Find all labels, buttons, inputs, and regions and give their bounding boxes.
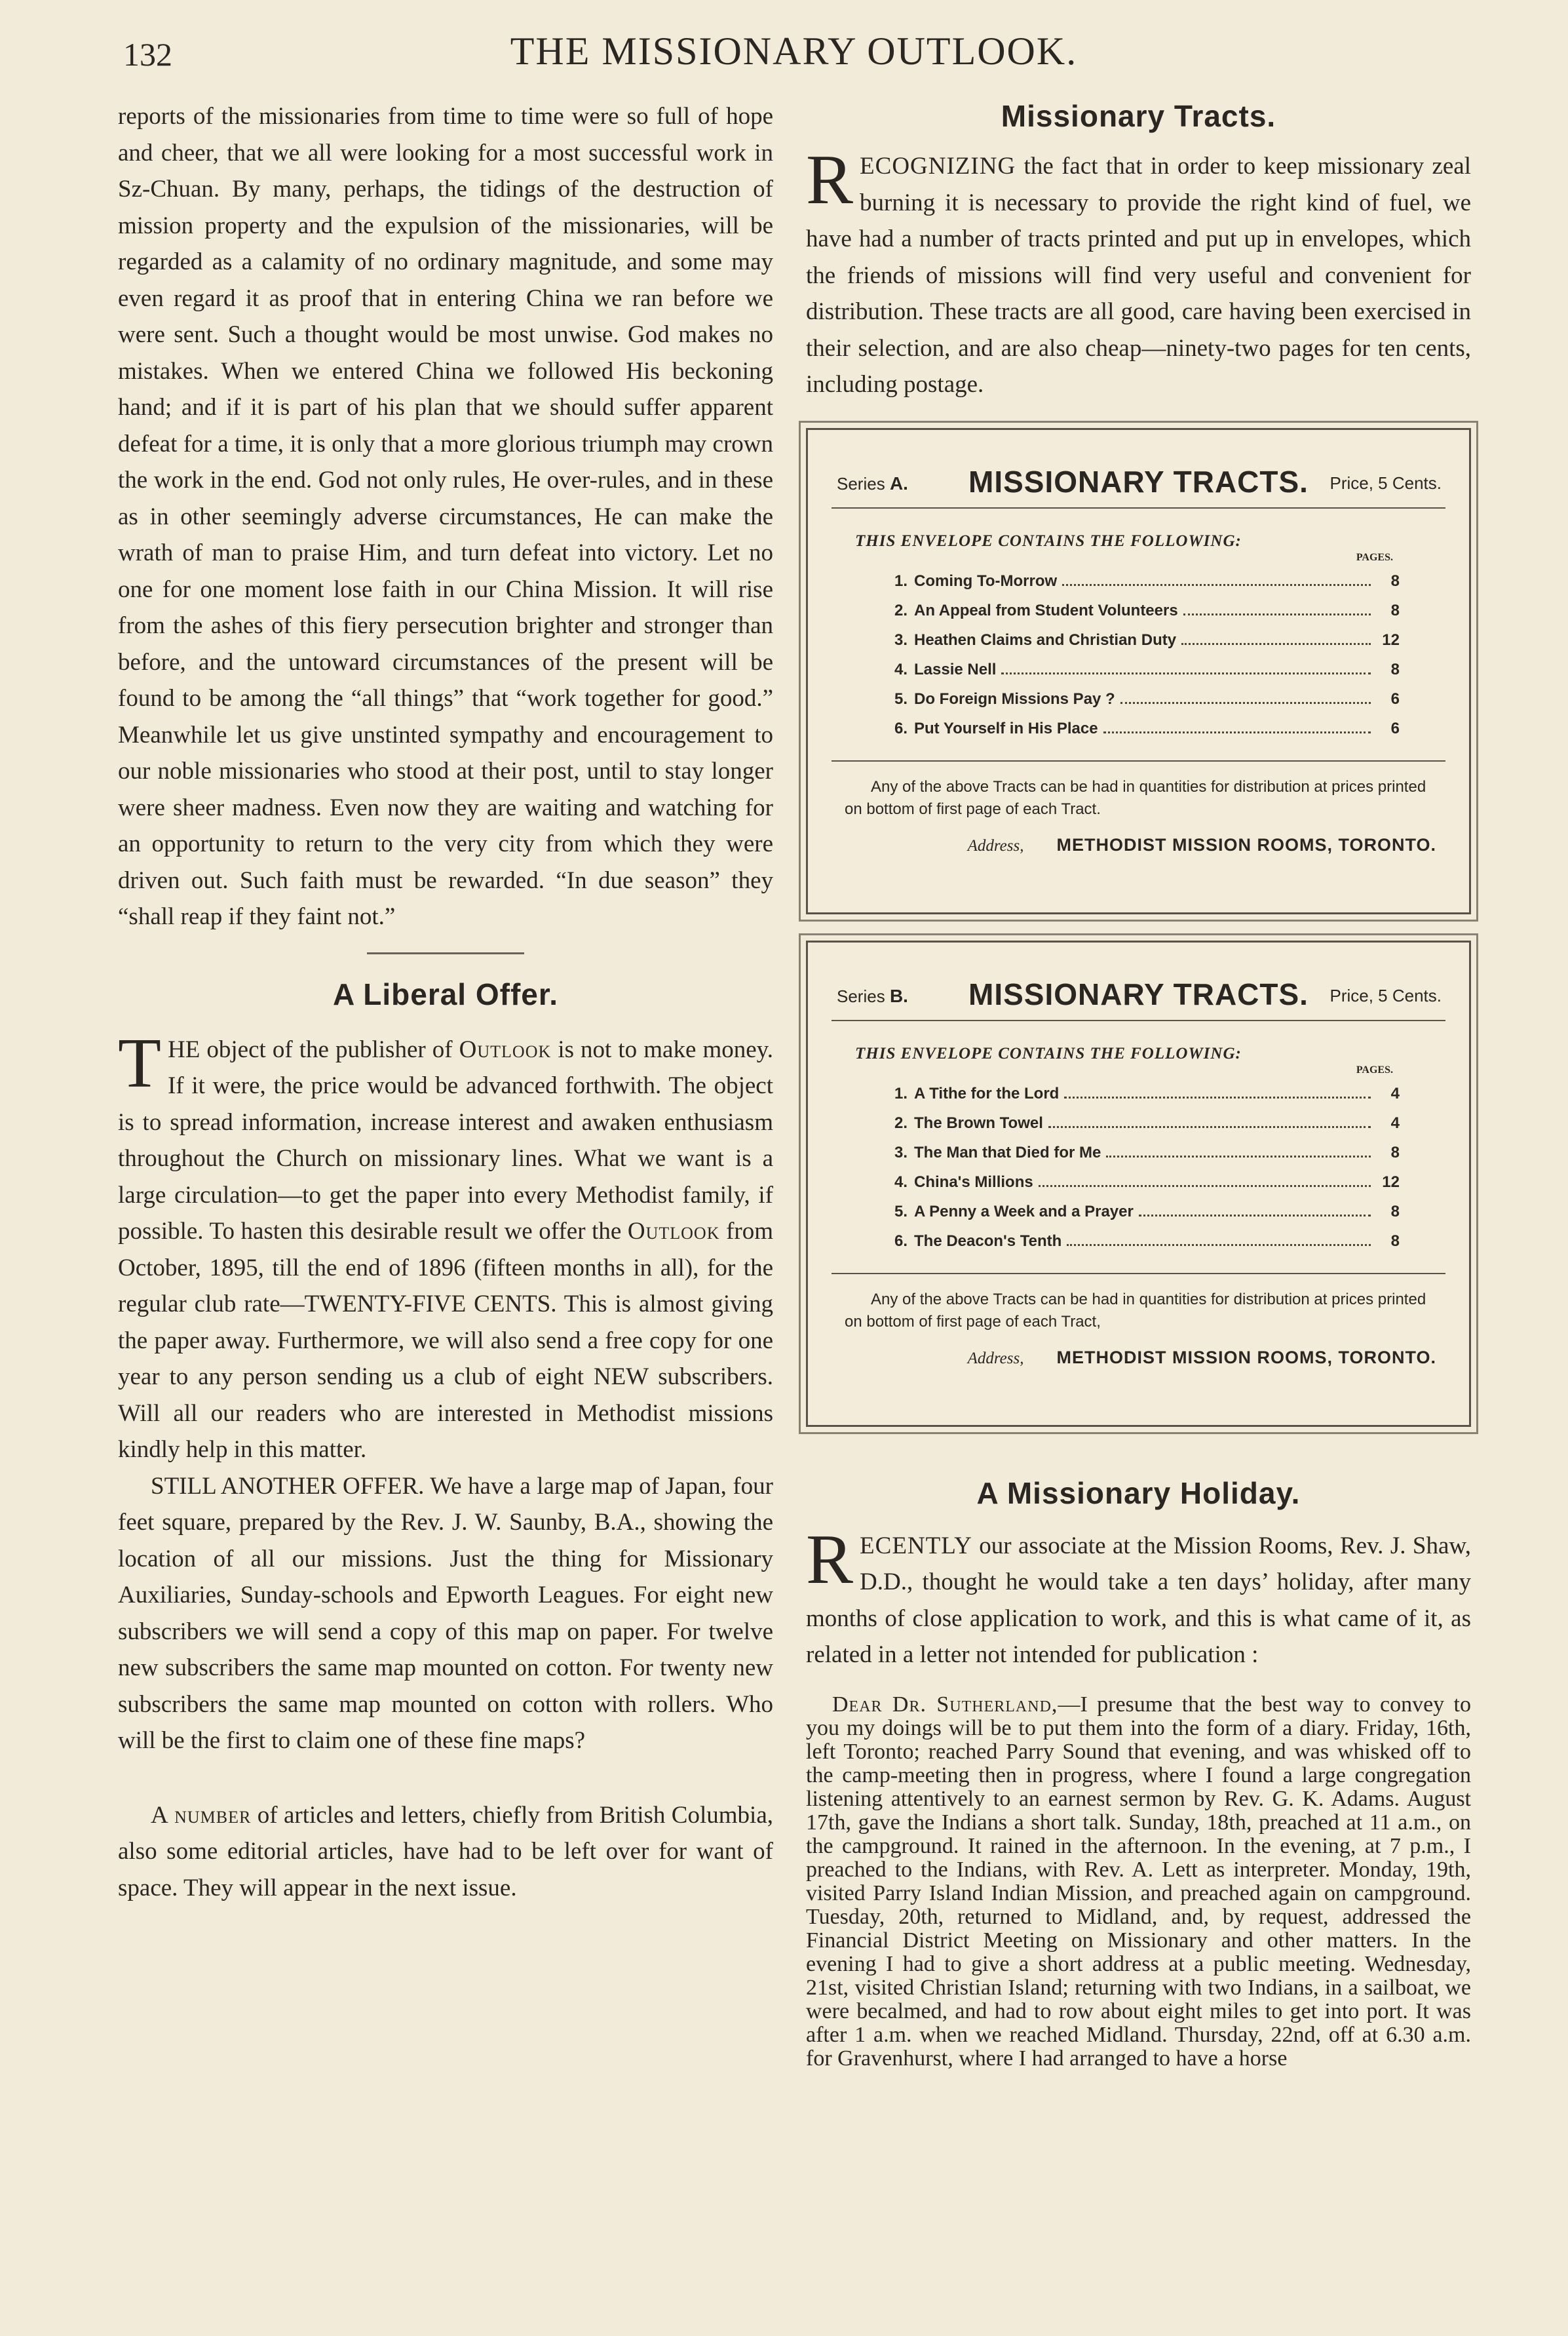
tract-price: Price, 5 Cents. (1329, 473, 1442, 493)
right-column (806, 98, 1471, 2071)
tract-item: 1. A Tithe for the Lord 4 (894, 1084, 1400, 1102)
liberal-offer-paragraph: THE object of the publisher of Outlook is not to make money. If it were, the price would be advanced forthwith. The object is to spread information, increase interest and awaken enthusiasm throughout the Church on missionary lines. What we want is a large circulation—to get the paper into every Methodist family, if possible. To hasten this desirable result we offer the Outlook from October, 1895, till the end of 1896 (fifteen months in all), for the regular club rate—TWENTY-FIVE CENTS. This is almost giving the paper away. Furthermore, we will also send a free copy for one year to any person sending us a club of eight NEW subscribers. Will all our readers who are interested in Methodist missions kindly help in this matter. (118, 1024, 773, 1463)
tract-box-title: MISSIONARY TRACTS. (968, 464, 1309, 499)
series-label: Series A. (837, 473, 908, 494)
tract-list (894, 566, 1400, 743)
tract-box-series-a (806, 428, 1471, 914)
tract-item: 3. Heathen Claims and Christian Duty 12 (894, 631, 1400, 649)
tract-address: Address, METHODIST MISSION ROOMS, TORONTO. (967, 1347, 1436, 1367)
tract-item: 2. An Appeal from Student Volunteers 8 (894, 601, 1400, 619)
tract-box-series-b (806, 941, 1471, 1427)
envelope-contains-label: THIS ENVELOPE CONTAINS THE FOLLOWING: (855, 1044, 1242, 1062)
rule (832, 760, 1445, 762)
tract-item: 5. A Penny a Week and a Prayer 8 (894, 1202, 1400, 1220)
tract-item: 3. The Man that Died for Me 8 (894, 1143, 1400, 1161)
missions-continued-paragraph: reports of the missionaries from time to time were so full of hope and cheer, that we all were looking for a most successful work in Sz-Chuan. By many, perhaps, the tidings of the destruction of mission property and the expulsion of the missionaries, will be regarded as a calamity of no ordinary magnitude, and some may even regard it as proof that in entering China we ran before we were sent. Such a thought would be most unwise. God makes no mistakes. When we entered China we followed His beckoning hand; and if it is part of his plan that we should suffer apparent defeat for a time, it is only that a more glorious triumph may crown the work in the end. God not only rules, He over-rules, and in these as in other seemingly adverse circumstances, He can make the wrath of man to praise Him, and turn defeat into victory. Let no one for one moment lose faith in our China Mission. It will rise from the ashes of this fiery persecution brighter and stronger than before, and the untoward circumstances of the present will be found to be among the “all things” that “work together for good.” Meanwhile let us give unstinted sympathy and encouragement to our noble missionaries who stood at their post, until to stay longer were sheer madness. Even now they are waiting and watching for an opportunity to return to the very city from which they were driven out. Such faith must be rewarded. “In due season” they “shall reap if they faint not.” (118, 103, 773, 930)
tract-note: Any of the above Tracts can be had in quantities for distribution at prices printed on bottom of first page of each Tract, (845, 1290, 1426, 1331)
tract-box-title: MISSIONARY TRACTS. (968, 977, 1309, 1011)
pages-column-header: PAGES. (1356, 1064, 1393, 1076)
missionary-holiday-title: A Missionary Holiday. (976, 1475, 1301, 1510)
dropcap-letter: T (118, 1024, 161, 1102)
tract-item: 2. The Brown Towel 4 (894, 1114, 1400, 1132)
map-offer-paragraph: STILL ANOTHER OFFER. We have a large map of Japan, four feet square, prepared by the Rev. J. W. Saunby, B.A., showing the location of all our missions. Just the thing for Missionary Auxiliaries, Sunday-schools and Epworth Leagues. For eight new subscribers we will send a copy of this map on paper. For twelve new subscribers the same map mounted on cotton. For twenty new subscribers the same map mounted on cotton with rollers. Who will be the first to claim one of these fine maps? (118, 1472, 773, 1754)
rule (832, 1273, 1445, 1274)
pages-column-header: PAGES. (1356, 551, 1393, 563)
dropcap-letter: R (806, 1520, 854, 1599)
tract-item: 5. Do Foreign Missions Pay ? 6 (894, 690, 1400, 708)
tract-box-header (832, 967, 1445, 1020)
dropcap-letter: R (806, 141, 854, 219)
section-divider (367, 952, 524, 954)
tract-box-header (832, 455, 1445, 507)
map-offer-lead: STILL ANOTHER OFFER. (151, 1472, 425, 1500)
tract-list (894, 1079, 1400, 1256)
tract-item: 4. China's Millions 12 (894, 1173, 1400, 1191)
page-header (118, 26, 1470, 79)
rule (832, 507, 1445, 509)
page-number: 132 (123, 36, 172, 73)
left-column (118, 98, 773, 1906)
holiday-intro-paragraph: RECENTLY our associate at the Mission Rooms, Rev. J. Shaw, D.D., thought he would take a ten days’ holiday, after many months of close application to work, and this is what came of it, as related in a letter not intended for publication : (806, 1520, 1471, 1668)
tract-address: Address, METHODIST MISSION ROOMS, TORONTO. (967, 834, 1436, 855)
tract-item: 6. The Deacon's Tenth 8 (894, 1232, 1400, 1250)
tract-item: 1. Coming To-Morrow 8 (894, 572, 1400, 590)
tract-note: Any of the above Tracts can be had in quantities for distribution at prices printed on bottom of first page of each Tract. (845, 777, 1426, 818)
liberal-offer-title: A Liberal Offer. (332, 977, 559, 1011)
tracts-intro-paragraph: RECOGNIZING the fact that in order to keep missionary zeal burning it is necessary to provide the right kind of fuel, we have had a number of tracts printed and put up in envelopes, which the friends of missions will find very useful and convenient for distribution. These tracts are all good, care having been exercised in their selection, and are also cheap—ninety-two pages for ten cents, including postage. (806, 141, 1471, 398)
notice-lead: A number (151, 1801, 252, 1829)
letter-salutation: Dear Dr. Sutherland, (832, 1692, 1058, 1717)
rule (832, 1020, 1445, 1021)
missionary-tracts-title: Missionary Tracts. (1001, 99, 1276, 133)
tract-price: Price, 5 Cents. (1329, 985, 1442, 1005)
holiday-letter: Dear Dr. Sutherland,—I presume that the best way to convey to you my doings will be to put them into the form of a diary. Friday, 16th, left Toronto; reached Parry Sound that evening, and was whisked off to the camp-meeting then in progress, where I found a large congregation listening attentively to an earnest sermon by Rev. G. K. Adams. August 17th, gave the Indians a short talk. Sunday, 18th, preached at 11 a.m., on the campground. It rained in the afternoon. In the evening, at 7 p.m., I preached to the Indians, with Rev. A. Lett as interpreter. Monday, 19th, visited Parry Island Indian Mission, and preached again on campground. Tuesday, 20th, returned to Midland, and, by request, addressed the Financial District Meeting on Missionary and other matters. In the evening I had to give a short address at a public meeting. Wednesday, 21st, visited Christian Island; returning with two Indians, in a sailboat, we were becalmed, and had to row about eight miles to get into port. It was after 1 a.m. when we reached Midland. Thursday, 22nd, off at 6.30 a.m. for Gravenhurst, where I had arranged to have a horse (806, 1692, 1471, 2071)
tract-item: 6. Put Yourself in His Place 6 (894, 719, 1400, 737)
envelope-contains-label: THIS ENVELOPE CONTAINS THE FOLLOWING: (855, 532, 1242, 550)
tract-item: 4. Lassie Nell 8 (894, 660, 1400, 678)
notice-paragraph: A number of articles and letters, chiefly from British Columbia, also some editorial articles, have had to be left over for want of space. They will appear in the next issue. (118, 1801, 773, 1901)
series-label: Series B. (837, 985, 908, 1006)
running-title: THE MISSIONARY OUTLOOK. (510, 29, 1078, 73)
